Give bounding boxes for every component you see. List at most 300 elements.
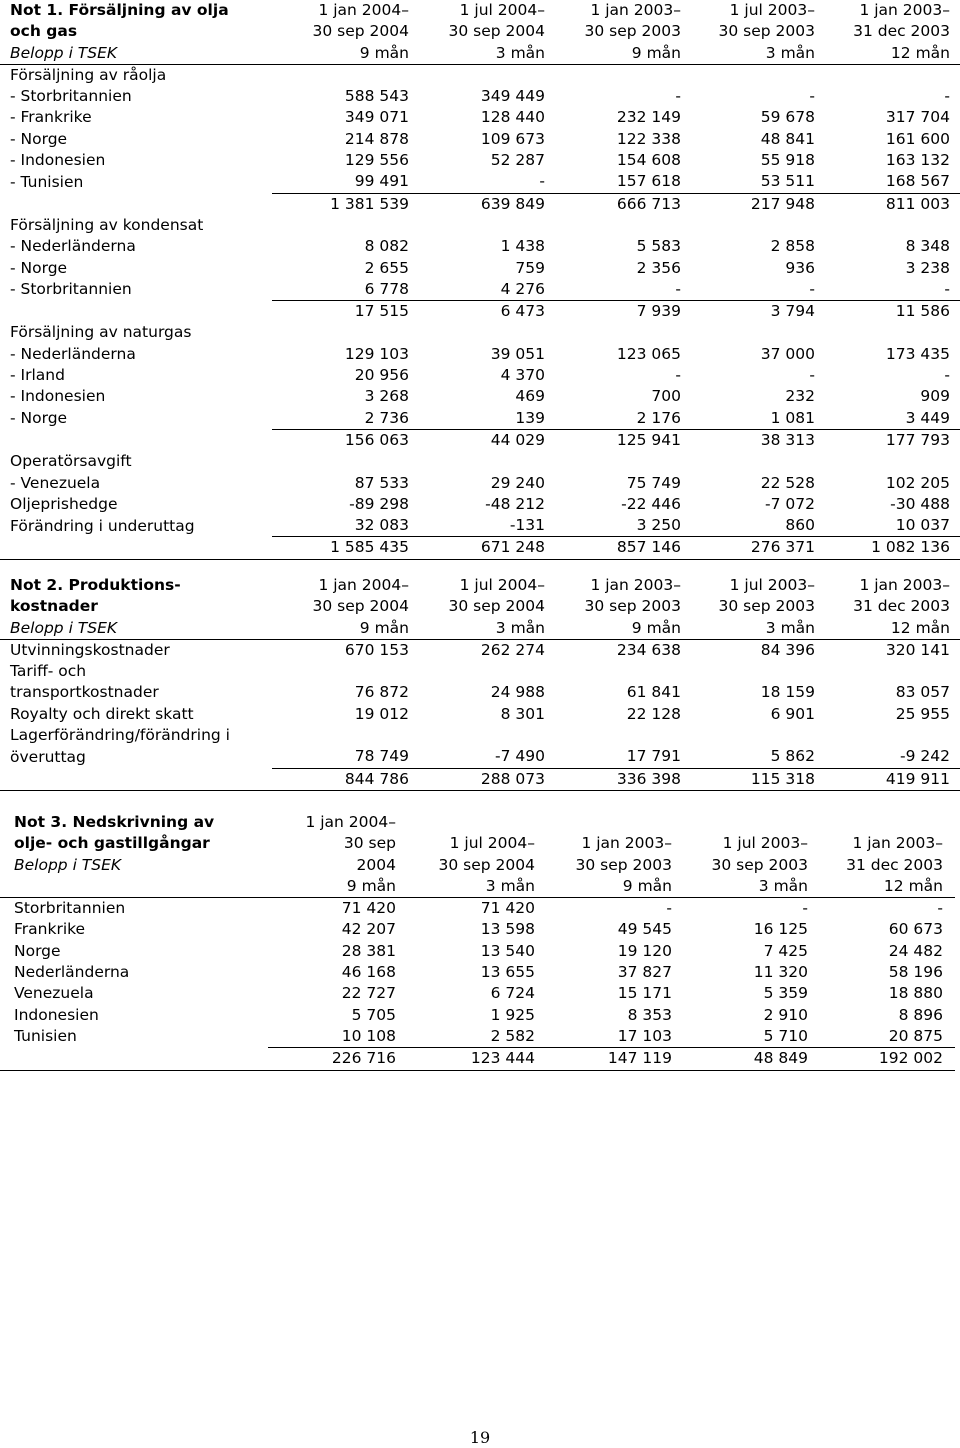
note-1-heading-cont: och gas — [10, 22, 78, 41]
table-cell: 214 878 — [344, 129, 409, 148]
table-cell: 20 875 — [888, 1026, 943, 1045]
table-cell: 671 248 — [409, 537, 545, 559]
note-2-unit: Belopp i TSEK — [0, 618, 272, 640]
table-cell: 53 511 — [760, 172, 815, 191]
row-label — [0, 193, 272, 215]
table-cell: 5 710 — [763, 1026, 808, 1045]
table-cell: 22 128 — [626, 704, 681, 723]
row-label: Venezuela — [14, 984, 94, 1003]
table-cell: 670 153 — [344, 640, 409, 659]
column-header-line1: 1 jul 2003– — [722, 834, 808, 853]
row-label — [0, 537, 272, 559]
table-cell: 10 108 — [341, 1026, 396, 1045]
table-cell: 39 051 — [490, 344, 545, 363]
table-cell: 1 082 136 — [815, 537, 960, 559]
table-cell: 83 057 — [895, 683, 950, 702]
table-cell: - — [809, 366, 815, 385]
column-header-line1: 1 jan 2003– — [590, 576, 681, 594]
table-cell: 2 736 — [364, 408, 409, 427]
table-row — [0, 64, 960, 86]
table-cell: - — [809, 279, 815, 298]
table-row — [0, 129, 960, 150]
table-cell: 5 583 — [636, 237, 681, 256]
table-cell: 844 786 — [272, 768, 409, 790]
table-cell: 11 320 — [753, 963, 808, 982]
table-cell: 22 727 — [341, 984, 396, 1003]
table-cell: 102 205 — [885, 473, 950, 492]
column-header-line2: 30 sep 2003 — [584, 597, 681, 616]
table-cell: 6 901 — [770, 704, 815, 723]
table-cell: 4 370 — [500, 366, 545, 385]
table-cell: 52 287 — [490, 151, 545, 170]
column-header-line0 — [535, 812, 672, 833]
row-label: - Indonesien — [10, 387, 106, 406]
table-row — [0, 941, 955, 962]
table-cell: 61 841 — [626, 683, 681, 702]
table-cell: -48 212 — [485, 494, 545, 513]
column-header-line2: 30 sep 2003 — [575, 855, 672, 874]
table-cell: - — [675, 279, 681, 298]
table-cell — [681, 451, 815, 472]
column-header-line1: 1 jan 2003– — [859, 576, 950, 594]
row-label: Frankrike — [14, 920, 86, 939]
note-2-number: Not 2. — [10, 576, 64, 594]
table-cell: 163 132 — [885, 151, 950, 170]
table-cell: 8 353 — [627, 1005, 672, 1024]
table-cell — [409, 725, 545, 746]
table-cell: 13 540 — [480, 941, 535, 960]
table-cell: 157 618 — [616, 172, 681, 191]
table-cell: 276 371 — [681, 537, 815, 559]
table-cell: 25 955 — [895, 704, 950, 723]
table-cell: 1 381 539 — [272, 193, 409, 215]
table-cell: 666 713 — [545, 193, 681, 215]
table-cell: 3 250 — [636, 516, 681, 535]
table-cell: 99 491 — [354, 172, 409, 191]
table-cell: - — [802, 899, 808, 918]
column-header-period: 3 mån — [409, 618, 545, 640]
note-2-header — [0, 575, 960, 639]
table-cell: 11 586 — [815, 301, 960, 323]
table-cell: 20 956 — [354, 366, 409, 385]
row-label: Försäljning av naturgas — [10, 323, 192, 342]
table-cell: 588 543 — [344, 87, 409, 106]
row-label: Tariff- och — [10, 662, 87, 681]
column-header-period: 3 mån — [681, 618, 815, 640]
table-cell: 2 858 — [770, 237, 815, 256]
table-cell: 44 029 — [409, 429, 545, 451]
column-header-line1: 1 jan 2003– — [590, 1, 681, 19]
table-row — [0, 365, 960, 386]
table-row — [0, 408, 960, 430]
row-label: - Storbritannien — [10, 87, 132, 106]
table-cell: 5 359 — [763, 984, 808, 1003]
table-cell: 84 396 — [760, 640, 815, 659]
column-header-line2: 2004 — [356, 855, 396, 874]
row-label: - Storbritannien — [10, 280, 132, 299]
table-cell — [815, 64, 960, 86]
column-header-period: 12 mån — [815, 618, 960, 640]
column-header-line2: 31 dec 2003 — [846, 855, 943, 874]
row-label: Försäljning av kondensat — [10, 215, 204, 234]
table-cell: 17 103 — [617, 1026, 672, 1045]
row-label — [0, 429, 272, 451]
table-cell: 59 678 — [760, 108, 815, 127]
table-cell: 49 545 — [617, 920, 672, 939]
table-cell: 262 274 — [480, 640, 545, 659]
column-header-period: 9 mån — [272, 618, 409, 640]
table-cell: 123 065 — [616, 344, 681, 363]
row-label: - Norge — [10, 409, 68, 428]
column-header-period: 3 mån — [409, 43, 545, 65]
column-header-line1: 1 jul 2003– — [729, 576, 815, 594]
table-cell: 3 238 — [905, 258, 950, 277]
column-header-line1: 30 sep — [343, 834, 396, 853]
column-header-line1: 1 jul 2004– — [459, 576, 545, 594]
table-cell: 3 794 — [681, 301, 815, 323]
row-label: Nederländerna — [14, 963, 130, 982]
column-header-line2: 30 sep 2004 — [438, 855, 535, 874]
table-cell: 192 002 — [808, 1048, 955, 1070]
table-cell: 349 071 — [344, 108, 409, 127]
row-label: Lagerförändring/förändring i — [10, 726, 230, 745]
table-cell — [409, 215, 545, 236]
table-cell: 29 240 — [490, 473, 545, 492]
table-row — [0, 661, 960, 682]
table-cell: - — [937, 899, 943, 918]
table-cell: 32 083 — [354, 516, 409, 535]
column-header-line2: 30 sep 2003 — [718, 597, 815, 616]
table-cell: - — [675, 87, 681, 106]
row-label: Oljeprishedge — [10, 494, 118, 513]
row-label: Norge — [14, 941, 61, 960]
table-cell — [545, 725, 681, 746]
table-row — [0, 473, 960, 494]
table-cell: -89 298 — [349, 494, 409, 513]
row-label: Förändring i underuttag — [10, 516, 195, 535]
column-header-line2: 30 sep 2004 — [448, 22, 545, 41]
row-label — [0, 1048, 268, 1070]
table-cell: 1 438 — [500, 237, 545, 256]
table-cell — [272, 215, 409, 236]
column-header-period: 12 mån — [815, 43, 960, 65]
row-label: - Irland — [10, 366, 65, 385]
table-cell: 2 176 — [636, 408, 681, 427]
table-cell: 48 841 — [760, 129, 815, 148]
table-row — [0, 639, 960, 661]
table-cell — [815, 451, 960, 472]
table-cell: 15 171 — [617, 984, 672, 1003]
table-cell — [681, 725, 815, 746]
table-cell: -7 490 — [495, 747, 545, 766]
table-cell: 38 313 — [681, 429, 815, 451]
column-header-period: 9 mån — [272, 43, 409, 65]
column-header-line2: 30 sep 2003 — [718, 22, 815, 41]
table-cell: 217 948 — [681, 193, 815, 215]
table-cell — [409, 661, 545, 682]
row-label: - Tunisien — [10, 172, 84, 191]
table-cell: 161 600 — [885, 129, 950, 148]
table-cell: 232 149 — [616, 108, 681, 127]
table-cell — [272, 322, 409, 343]
table-cell: 4 276 — [500, 279, 545, 298]
table-cell: 13 598 — [480, 920, 535, 939]
column-header-line2: 31 dec 2003 — [853, 22, 950, 41]
row-label: - Nederländerna — [10, 344, 136, 363]
table-cell: 123 444 — [396, 1048, 535, 1070]
note-3-title — [0, 812, 268, 833]
table-cell: -22 446 — [621, 494, 681, 513]
table-cell: 129 103 — [344, 344, 409, 363]
table-row — [0, 107, 960, 128]
table-cell: 349 449 — [480, 87, 545, 106]
table-cell — [272, 451, 409, 472]
table-cell: 8 896 — [898, 1005, 943, 1024]
column-header-line1: 1 jan 2003– — [852, 834, 943, 853]
table-cell: - — [666, 899, 672, 918]
table-cell: 3 268 — [364, 387, 409, 406]
note-2-table — [0, 575, 960, 791]
table-cell: - — [944, 279, 950, 298]
table-cell — [409, 64, 545, 86]
column-header-line2: 30 sep 2004 — [312, 597, 409, 616]
table-row — [0, 215, 960, 236]
table-cell: -9 242 — [900, 747, 950, 766]
note-1-header — [0, 0, 960, 64]
row-label: transportkostnader — [10, 683, 159, 702]
page-number: 19 — [469, 1428, 491, 1447]
table-cell: 78 749 — [354, 747, 409, 766]
table-cell: 5 862 — [770, 747, 815, 766]
table-cell: 122 338 — [616, 129, 681, 148]
table-cell: 18 880 — [888, 984, 943, 1003]
table-cell: 17 791 — [626, 747, 681, 766]
column-header-line2: 30 sep 2003 — [584, 22, 681, 41]
table-cell — [681, 322, 815, 343]
column-header-line0: 1 jan 2004– — [305, 813, 396, 831]
table-cell: 71 420 — [341, 899, 396, 918]
note-1-title — [0, 0, 272, 21]
table-cell: 10 037 — [895, 516, 950, 535]
table-cell: 55 918 — [760, 151, 815, 170]
table-cell — [545, 64, 681, 86]
table-cell: 857 146 — [545, 537, 681, 559]
note-3-heading: Nedskrivning av — [72, 813, 215, 831]
table-cell: 115 318 — [681, 768, 815, 790]
note-3-heading-cont: olje- och gastillgångar — [14, 834, 210, 853]
note-1-unit: Belopp i TSEK — [0, 43, 272, 65]
table-cell: 19 120 — [617, 941, 672, 960]
table-cell: 22 528 — [760, 473, 815, 492]
table-cell: - — [809, 87, 815, 106]
row-label: Försäljning av råolja — [10, 65, 167, 84]
table-row — [0, 451, 960, 472]
row-label: Storbritannien — [14, 899, 126, 918]
table-row — [0, 344, 960, 365]
table-cell: 8 301 — [500, 704, 545, 723]
table-cell: -131 — [509, 516, 545, 535]
column-header-line1: 1 jan 2003– — [859, 1, 950, 19]
table-row — [0, 704, 960, 725]
table-cell: 5 705 — [351, 1005, 396, 1024]
table-cell: 147 119 — [535, 1048, 672, 1070]
table-cell — [681, 215, 815, 236]
table-cell: 75 749 — [626, 473, 681, 492]
table-cell: 8 082 — [364, 237, 409, 256]
note-2-heading-cont: kostnader — [10, 597, 98, 616]
table-cell: 317 704 — [885, 108, 950, 127]
table-cell: 60 673 — [888, 920, 943, 939]
table-cell: 58 196 — [888, 963, 943, 982]
table-cell: 168 567 — [885, 172, 950, 191]
table-cell: 6 473 — [409, 301, 545, 323]
table-cell: 42 207 — [341, 920, 396, 939]
row-label: Royalty och direkt skatt — [10, 704, 194, 723]
column-header-line1: 1 jul 2004– — [449, 834, 535, 853]
table-cell: 129 556 — [344, 151, 409, 170]
table-cell: 154 608 — [616, 151, 681, 170]
note-1-table — [0, 0, 960, 560]
table-cell: 2 910 — [763, 1005, 808, 1024]
column-header-period: 9 mån — [545, 43, 681, 65]
table-cell: - — [539, 172, 545, 191]
row-label: - Norge — [10, 258, 68, 277]
table-cell: 128 440 — [480, 108, 545, 127]
column-header-line2: 30 sep 2004 — [312, 22, 409, 41]
table-cell — [681, 661, 815, 682]
column-header-period: 12 mån — [808, 876, 955, 898]
column-header-line1: 1 jul 2004– — [459, 1, 545, 19]
table-row — [0, 983, 955, 1004]
table-cell: 16 125 — [753, 920, 808, 939]
table-cell: 7 939 — [545, 301, 681, 323]
row-label: överuttag — [10, 747, 86, 766]
table-cell: 19 012 — [354, 704, 409, 723]
table-cell — [815, 322, 960, 343]
column-header-line0 — [396, 812, 535, 833]
row-label: Tunisien — [14, 1027, 77, 1046]
table-cell: 87 533 — [354, 473, 409, 492]
table-row — [0, 898, 955, 920]
table-cell: 232 — [785, 387, 815, 406]
table-cell: 936 — [785, 258, 815, 277]
column-header-line1: 1 jan 2003– — [581, 834, 672, 853]
table-cell: 860 — [785, 516, 815, 535]
table-row — [0, 919, 955, 940]
table-row — [0, 150, 960, 171]
note-3-header — [0, 812, 955, 898]
row-label: - Norge — [10, 129, 68, 148]
table-total-row — [0, 768, 960, 790]
table-row — [0, 682, 960, 703]
table-cell — [815, 215, 960, 236]
note-1-number: Not 1. — [10, 1, 64, 19]
column-header-line2: 30 sep 2004 — [448, 597, 545, 616]
table-cell: 811 003 — [815, 193, 960, 215]
table-cell: 17 515 — [272, 301, 409, 323]
row-label: Operatörsavgift — [10, 452, 132, 471]
table-cell: 759 — [515, 258, 545, 277]
table-cell: 7 425 — [763, 941, 808, 960]
table-cell — [409, 451, 545, 472]
table-cell — [815, 661, 960, 682]
column-header-line0 — [808, 812, 955, 833]
table-cell — [681, 64, 815, 86]
table-cell — [545, 661, 681, 682]
column-header-period: 3 mån — [396, 876, 535, 898]
row-label — [0, 301, 272, 323]
table-row — [0, 322, 960, 343]
table-cell: 173 435 — [885, 344, 950, 363]
table-row — [0, 494, 960, 515]
column-header-period: 9 mån — [268, 876, 396, 898]
column-header-line1: 1 jan 2004– — [318, 576, 409, 594]
row-label: - Indonesien — [10, 151, 106, 170]
table-cell: 177 793 — [815, 429, 960, 451]
table-cell: 13 655 — [480, 963, 535, 982]
table-row — [0, 746, 960, 768]
table-cell: 28 381 — [341, 941, 396, 960]
column-header-line1: 1 jul 2003– — [729, 1, 815, 19]
table-cell: 156 063 — [272, 429, 409, 451]
note-1-body — [0, 64, 960, 559]
table-cell: 226 716 — [268, 1048, 396, 1070]
table-total-row — [0, 301, 960, 323]
table-cell — [545, 215, 681, 236]
table-row — [0, 279, 960, 301]
table-cell: - — [944, 87, 950, 106]
table-cell: 234 638 — [616, 640, 681, 659]
table-cell: 46 168 — [341, 963, 396, 982]
table-cell: - — [944, 366, 950, 385]
table-cell: 2 655 — [364, 258, 409, 277]
table-cell: 8 348 — [905, 237, 950, 256]
table-cell — [272, 661, 409, 682]
note-3-table — [0, 812, 955, 1071]
table-cell: 48 849 — [672, 1048, 808, 1070]
table-cell: 71 420 — [480, 899, 535, 918]
row-label: - Frankrike — [10, 108, 92, 127]
note-3-unit: Belopp i TSEK — [14, 855, 122, 874]
column-header-period: 9 mån — [535, 876, 672, 898]
table-cell: -7 072 — [765, 494, 815, 513]
table-total-row — [0, 429, 960, 451]
table-cell: 6 778 — [364, 279, 409, 298]
table-cell: 320 141 — [885, 640, 950, 659]
table-cell: 1 585 435 — [272, 537, 409, 559]
table-cell — [272, 725, 409, 746]
column-header-line2: 31 dec 2003 — [853, 597, 950, 616]
table-cell: 288 073 — [409, 768, 545, 790]
table-cell: 1 081 — [770, 408, 815, 427]
table-cell: 18 159 — [760, 683, 815, 702]
row-label: - Venezuela — [10, 473, 101, 492]
table-total-row — [0, 537, 960, 559]
table-cell: 2 356 — [636, 258, 681, 277]
table-cell: 336 398 — [545, 768, 681, 790]
table-cell: 3 449 — [905, 408, 950, 427]
table-row — [0, 258, 960, 279]
note-3-body — [0, 898, 955, 1070]
note-2-title — [0, 575, 272, 596]
table-cell: 109 673 — [480, 129, 545, 148]
row-label: Indonesien — [14, 1005, 99, 1024]
table-cell: 639 849 — [409, 193, 545, 215]
table-cell: 139 — [515, 408, 545, 427]
table-cell: 469 — [515, 387, 545, 406]
table-cell: 24 482 — [888, 941, 943, 960]
table-cell: 125 941 — [545, 429, 681, 451]
